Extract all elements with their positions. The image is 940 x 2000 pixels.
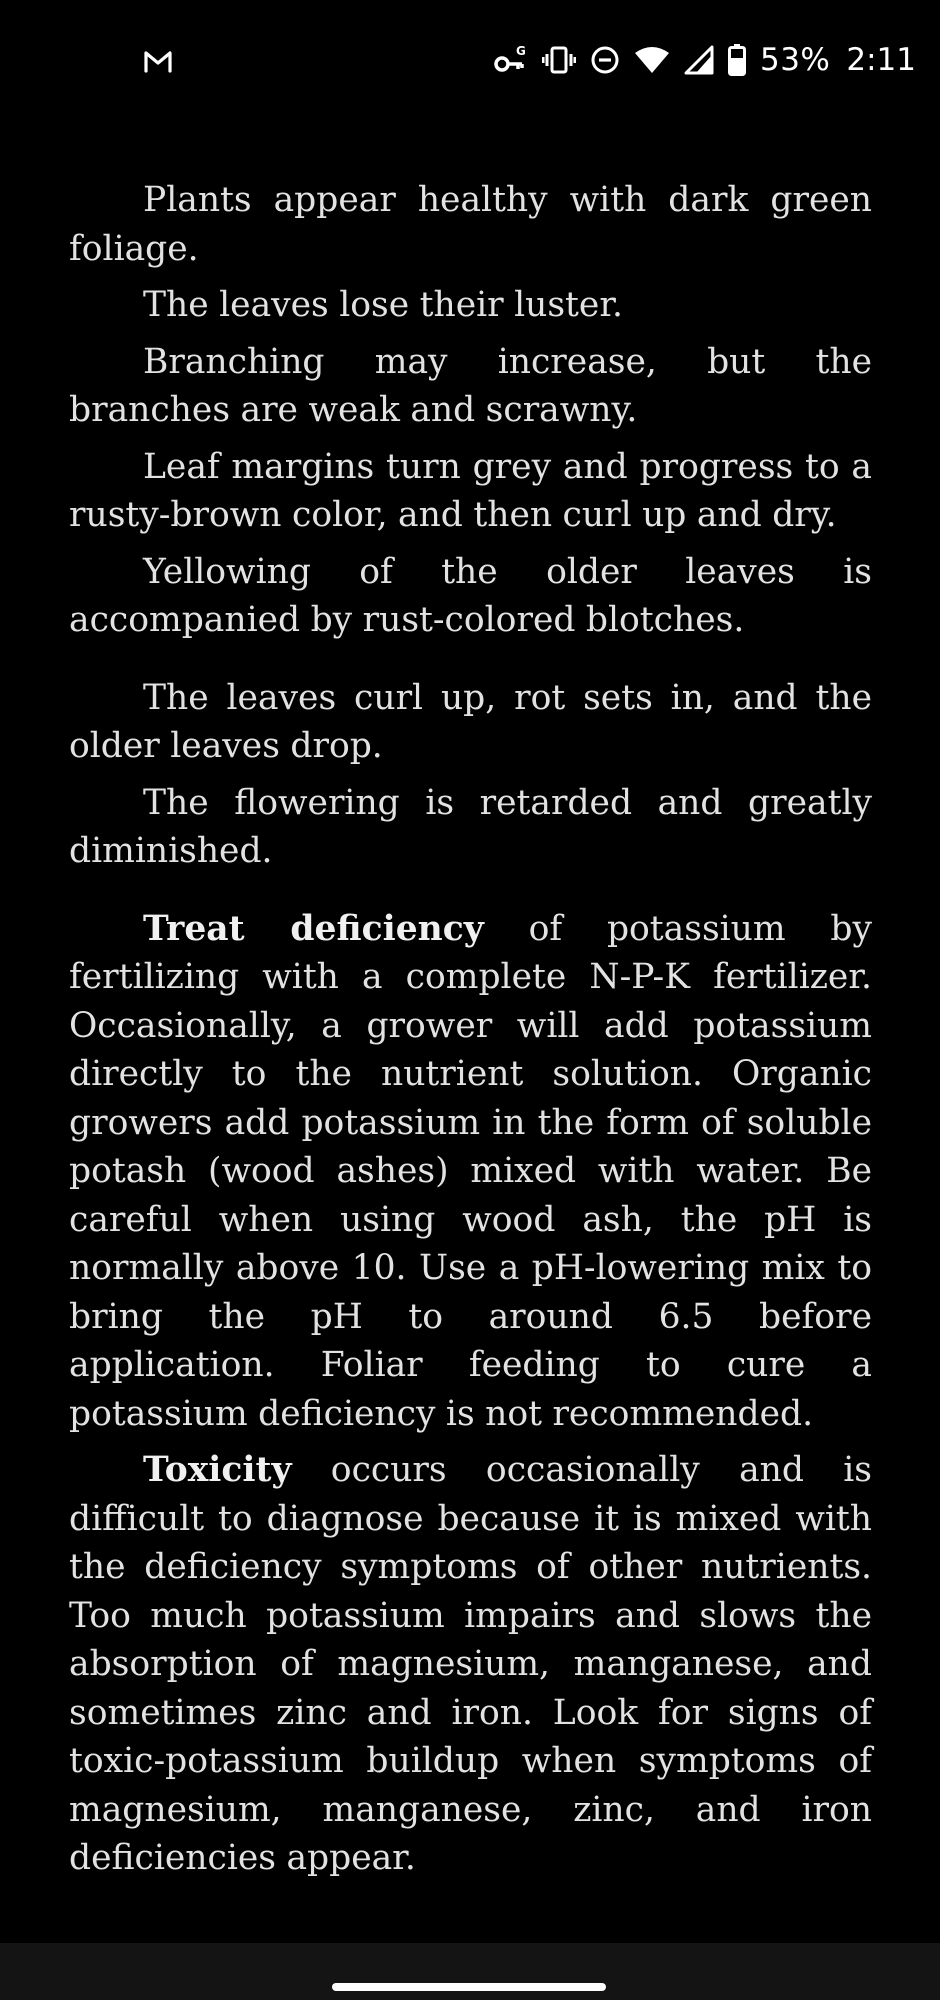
- status-icons: [494, 38, 916, 82]
- battery-percent: 53%: [759, 42, 831, 78]
- cellular-signal-icon: [684, 45, 714, 75]
- paragraph-text: occurs occasionally and is difficult to diagnose because it is mixed with the deficiency symptoms of other nutrients. Too much potassium impairs and slows the absorption of magnesium, manganese, and sometimes zinc and iron. Look for signs of toxic-potassium buildup when symptoms of magnesium, manganese, zinc, and iron deficiencies appear.: [69, 1450, 872, 1878]
- paragraph: [69, 338, 872, 435]
- paragraph-text: The leaves lose their luster.: [143, 285, 624, 325]
- paragraph: [69, 176, 872, 273]
- paragraph-heading: Treat deficiency: [143, 908, 484, 949]
- paragraph-text: of potassium by fertilizing with a complete N-P-K fertilizer. Occasionally, a grower will add potassium directly to the nutrient solution. Organic growers add potassium in the form of soluble potash (wood ashes) mixed with water. Be careful when using wood ash, the pH is normally above 10. Use a pH-lowering mix to bring the pH to around 6.5 before application. Foliar feeding to cure a potassium deficiency is not recommended.: [69, 908, 872, 1434]
- navigation-bar: [0, 1943, 940, 2000]
- paragraph-text: Yellowing of the older leaves is accompanied by rust-colored blotches.: [69, 551, 872, 640]
- vpn-key-icon: [494, 44, 528, 76]
- vibrate-icon: [542, 45, 576, 75]
- paragraph-text: Branching may increase, but the branches are weak and scrawny.: [69, 341, 872, 430]
- book-page-text: [69, 176, 872, 1891]
- paragraph-text: Plants appear healthy with dark green foliage.: [69, 180, 872, 269]
- paragraph: [69, 674, 872, 771]
- paragraph-heading: Toxicity: [143, 1450, 292, 1490]
- battery-icon: [728, 44, 746, 76]
- svg-text:G: G: [515, 44, 526, 58]
- paragraph-treat-deficiency: [69, 905, 872, 1439]
- paragraph-toxicity: [69, 1446, 872, 1883]
- clock: 2:11: [846, 42, 916, 78]
- wifi-icon: [634, 45, 670, 75]
- do-not-disturb-icon: [590, 45, 620, 75]
- paragraph-text: The leaves curl up, rot sets in, and the older leaves drop.: [69, 677, 872, 766]
- paragraph: [69, 443, 872, 540]
- status-bar: [0, 0, 940, 120]
- home-gesture-handle[interactable]: [332, 1983, 606, 1991]
- paragraph: [69, 779, 872, 876]
- paragraph: [69, 548, 872, 645]
- paragraph-text: Leaf margins turn grey and progress to a rusty-brown color, and then curl up and dry.: [69, 446, 872, 535]
- paragraph-text: The flowering is retarded and greatly diminished.: [69, 782, 872, 871]
- paragraph: [69, 281, 872, 330]
- gmail-icon: [143, 46, 173, 76]
